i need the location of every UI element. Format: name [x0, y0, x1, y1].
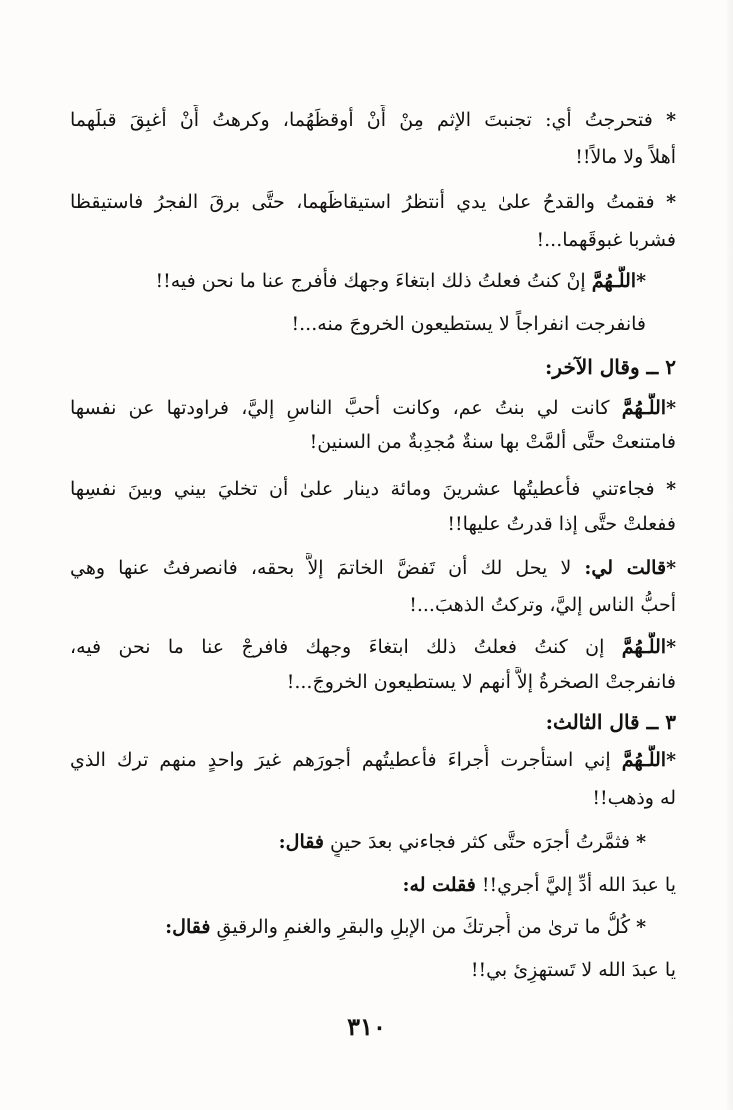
text-line-15 — [70, 667, 676, 697]
text-line-2 — [70, 142, 676, 172]
text-line-1 — [70, 105, 676, 135]
text-line-18 — [70, 783, 676, 813]
page-number: ٣١٠ — [347, 1012, 386, 1041]
text-line-17 — [70, 745, 676, 775]
text-line-20 — [70, 870, 676, 900]
section-heading-2 — [70, 352, 676, 382]
text-line-6 — [70, 309, 646, 339]
text-line-12 — [70, 553, 676, 583]
page-edge-shadow — [725, 0, 733, 1110]
line-text: له وذهب!! — [592, 787, 676, 809]
text-line-19 — [70, 827, 646, 857]
line-text: كانت لي بنتُ عم، وكانت أحبَّ الناسِ إليَّ، فراودتها عن نفسها — [70, 397, 622, 419]
line-text: إني استأجرت أُجراءَ فأعطيتُهم أجورَهم غيرَ واحدٍ منهم ترك الذي — [70, 749, 622, 771]
text-line-4 — [70, 225, 676, 255]
text-line-9 — [70, 427, 676, 457]
line-text: فقمتُ والقدحُ علىٰ يدي أنتظرُ استيقاظَهما، حتَّى برقَ الفجرُ فاستيقظا — [70, 191, 667, 213]
line-bold: فقلت له: — [402, 874, 476, 896]
text-line-10 — [70, 474, 676, 504]
line-bold: فقال: — [165, 916, 211, 938]
line-bold: اللَّـهُمَّ — [621, 636, 667, 658]
text-line-13 — [70, 590, 676, 620]
bullet-star: * — [666, 636, 676, 658]
heading-text: ٣ ــ قال الثالث: — [545, 710, 676, 734]
line-text: فامتنعتْ حتَّى ألمَّتْ بها سنةٌ مُجدِبةٌ من السنين! — [309, 431, 676, 453]
section-heading-3 — [70, 707, 676, 737]
bullet-star: * — [636, 916, 646, 938]
text-line-21 — [70, 912, 646, 942]
bullet-star: * — [666, 749, 676, 771]
text-line-14 — [70, 632, 676, 662]
line-text: فتحرجتُ أي: تجنبتَ الإثم مِنْ أَنْ أوقظَهُما، وكرهتُ أَنْ أغبِقَ قبلَهما — [70, 109, 667, 131]
line-text: يا عبدَ الله لا تَستهزِئ بي!! — [470, 959, 676, 981]
bullet-star: * — [666, 557, 676, 579]
line-text: فانفرجتْ الصخرةُ إلاَّ أنهم لا يستطيعون الخروجَ...! — [286, 671, 676, 693]
line-bold: فقال: — [278, 831, 324, 853]
line-bold: اللَّـهُمَّ — [621, 749, 667, 771]
text-line-3 — [70, 187, 676, 217]
heading-text: ٢ ــ وقال الآخر: — [545, 355, 676, 379]
line-text: يا عبدَ الله أدِّ إليَّ أجري!! — [475, 874, 676, 896]
line-text: إن كنتُ فعلتُ ذلك ابتغاءَ وجهك فافرجْ عنا ما نحن فيه، — [70, 636, 622, 658]
line-text: لا يحل لك أن تَفضَّ الخاتمَ إلاَّ بحقه، فانصرفتُ عنها وهي — [70, 557, 585, 579]
bullet-star: * — [666, 397, 676, 419]
bullet-star: * — [636, 270, 646, 292]
line-bold: قالت لي: — [584, 557, 667, 579]
line-text: كُلُّ ما ترىٰ من أُجرتكَ من الإبلِ والبقرِ والغنمِ والرقيقِ — [210, 916, 637, 938]
line-text: ففعلتْ حتَّى إذا قدرتُ عليها!! — [447, 513, 676, 535]
bullet-star: * — [666, 191, 676, 213]
text-line-11 — [70, 509, 676, 539]
line-bold: اللَّـهُمَّ — [621, 397, 667, 419]
line-bold: اللَّـهُمَّ — [591, 270, 637, 292]
bullet-star: * — [636, 831, 646, 853]
line-text: إنْ كنتُ فعلتُ ذلك ابتغاءَ وجهك فأفرج عنا ما نحن فيه!! — [155, 270, 592, 292]
text-line-8 — [70, 393, 676, 423]
line-text: فانفرجت انفراجاً لا يستطيعون الخروجَ منه...! — [291, 313, 646, 335]
text-line-5 — [70, 266, 646, 296]
bullet-star: * — [666, 478, 676, 500]
line-text: أحبُّ الناس إليَّ، وتركتُ الذهبَ...! — [409, 594, 676, 616]
line-text: فشربا غبوقَهما...! — [536, 229, 676, 251]
line-text: فجاءتني فأعطيتُها عشرينَ ومائة دينار علىٰ أن تخليَ بيني وبينَ نفسِها — [70, 478, 667, 500]
line-text: أهلاً ولا مالاً!! — [575, 146, 676, 168]
bullet-star: * — [666, 109, 676, 131]
line-text: فثمَّرتُ أجرَه حتَّى كثر فجاءني بعدَ حينٍ — [323, 831, 637, 853]
text-line-22 — [70, 955, 676, 985]
